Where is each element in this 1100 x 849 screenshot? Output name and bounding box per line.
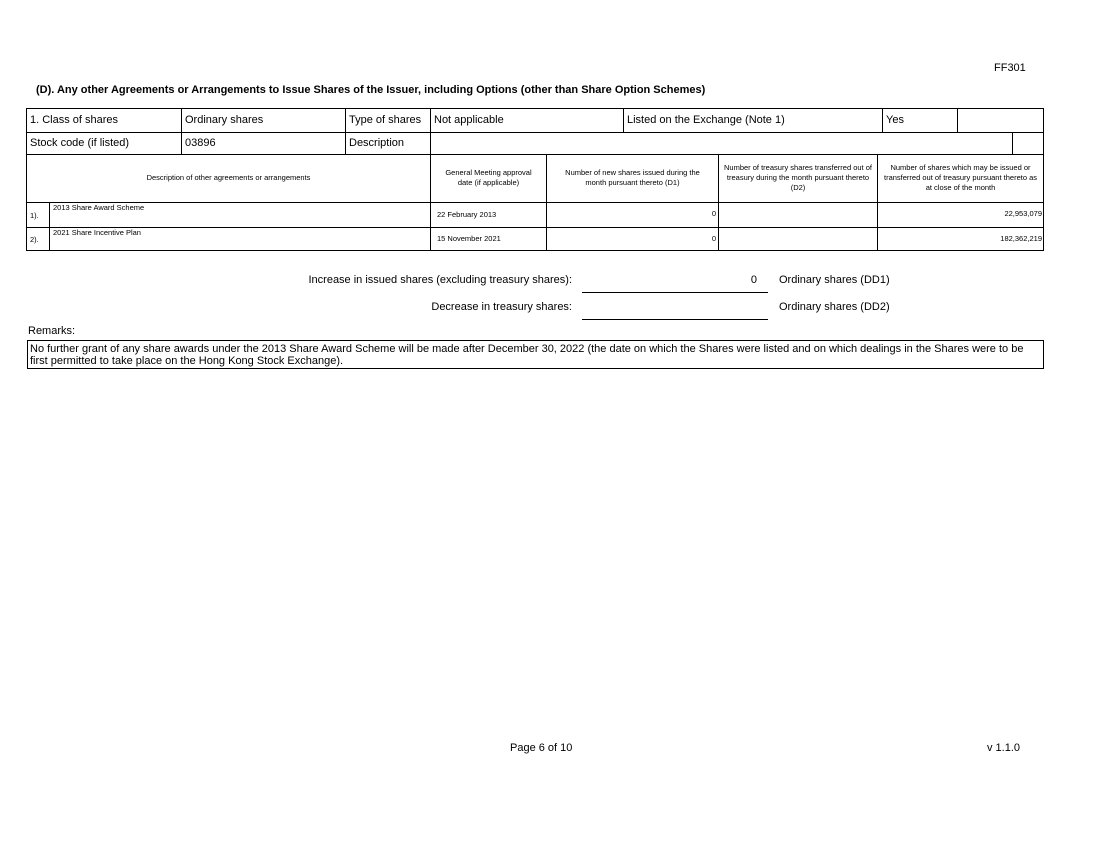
row-new-shares: 0 xyxy=(711,209,716,218)
row-issuable: 182,362,219 xyxy=(1000,234,1042,243)
form-code: FF301 xyxy=(994,62,1026,74)
header-description: Description of other agreements or arrangements xyxy=(146,173,311,182)
decrease-unit: Ordinary shares (DD2) xyxy=(779,301,890,313)
header-new-shares: Number of new shares issued during the month pursuant thereto (D1) xyxy=(565,168,700,187)
section-title: (D). Any other Agreements or Arrangements to Issue Shares of the Issuer, including Options (other than Share Option Schemes) xyxy=(36,84,706,96)
row-approval-date: 15 November 2021 xyxy=(437,234,501,243)
header-treasury-transferred: Number of treasury shares transferred out of treasury during the month pursuant thereto (D2) xyxy=(724,163,872,192)
type-of-shares-label: Type of shares xyxy=(349,114,422,126)
stock-code-label: Stock code (if listed) xyxy=(30,137,130,149)
type-of-shares-value: Not applicable xyxy=(434,114,504,126)
listed-on-exchange-label: Listed on the Exchange (Note 1) xyxy=(627,114,785,126)
header-approval-date: General Meeting approval date (if applicable) xyxy=(445,168,532,187)
row-scheme-name: 2021 Share Incentive Plan xyxy=(53,228,141,237)
class-of-shares-value: Ordinary shares xyxy=(185,114,264,126)
increase-unit: Ordinary shares (DD1) xyxy=(779,274,890,286)
remarks-text: No further grant of any share awards under the 2013 Share Award Scheme will be made after December 30, 2022 (the date on which the Shares were listed and on which dealings in the Shares were to be first permitted to take place on the Hong Kong Stock Exchange). xyxy=(27,340,1044,369)
row-index: 1). xyxy=(30,211,39,220)
header-issuable: Number of shares which may be issued or transferred out of treasury pursuant thereto as at close of the month xyxy=(884,163,1037,192)
row-new-shares: 0 xyxy=(711,234,716,243)
form-version: v 1.1.0 xyxy=(987,742,1021,754)
remarks-label: Remarks: xyxy=(28,325,76,337)
row-issuable: 22,953,079 xyxy=(1004,209,1042,218)
listed-on-exchange-value: Yes xyxy=(886,114,904,126)
row-approval-date: 22 February 2013 xyxy=(437,210,497,219)
page-number: Page 6 of 10 xyxy=(510,742,573,754)
stock-code-value: 03896 xyxy=(185,137,216,149)
decrease-label: Decrease in treasury shares: xyxy=(431,301,572,313)
row-index: 2). xyxy=(30,235,39,244)
description-label: Description xyxy=(349,137,405,149)
increase-label: Increase in issued shares (excluding treasury shares): xyxy=(308,274,572,286)
arrangements-table xyxy=(26,108,1044,251)
class-of-shares-label: 1. Class of shares xyxy=(30,114,119,126)
increase-value: 0 xyxy=(750,274,757,286)
row-scheme-name: 2013 Share Award Scheme xyxy=(53,203,145,212)
